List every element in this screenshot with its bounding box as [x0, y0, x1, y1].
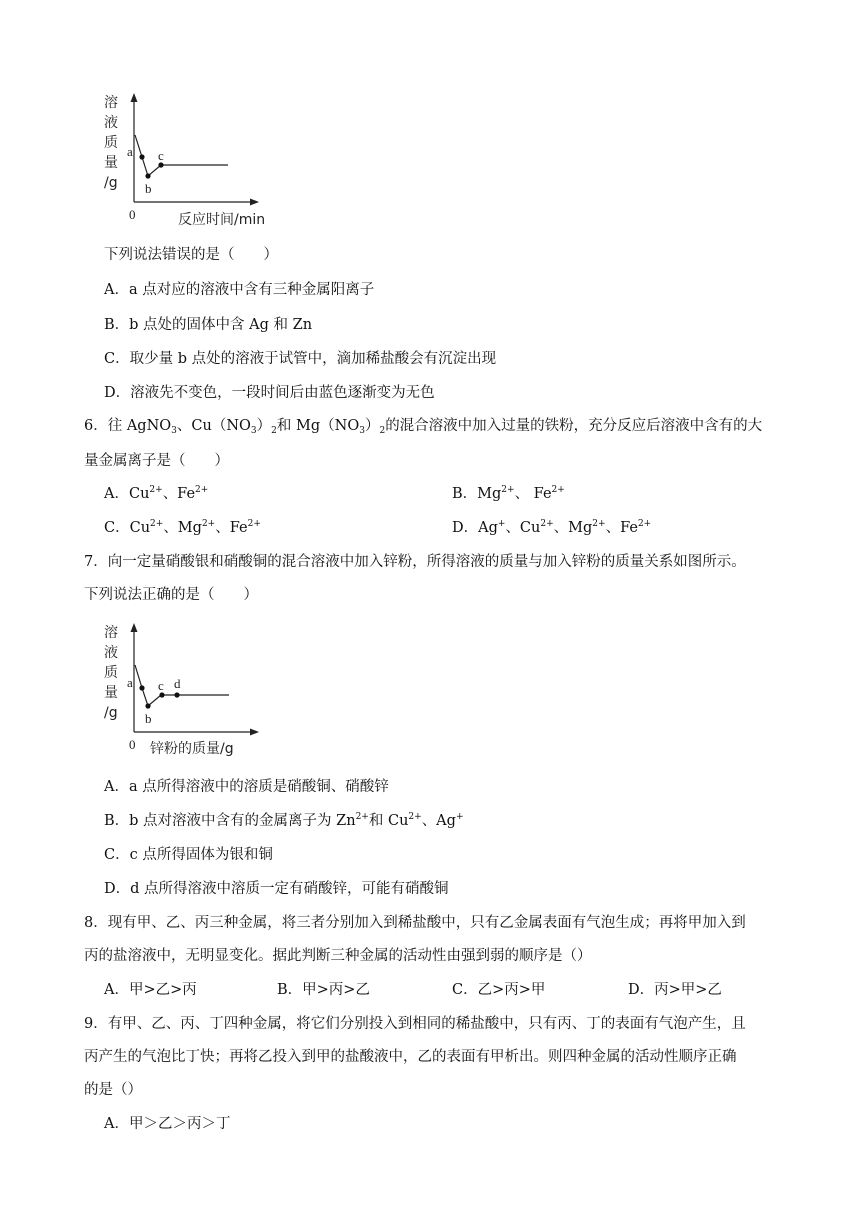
q6-option-a	[104, 484, 208, 504]
fig1-label-b: b	[145, 181, 152, 196]
q7-option-d: D．d 点所得溶液中溶质一定有硝酸锌，可能有硝酸铜	[104, 881, 449, 897]
q8-stem-line1: 8．现有甲、乙、丙三种金属，将三者分别加入到稀盐酸中，只有乙金属表面有气泡生成；再将甲加入到	[84, 915, 746, 931]
fig2-point-c	[159, 692, 164, 697]
q6-sup: 2+	[201, 519, 216, 529]
q6-text: C．Cu	[104, 520, 151, 536]
fig2-ylabel-3: 质	[104, 665, 118, 681]
q6-sup: 2+	[501, 485, 515, 495]
q8-option-a: A．甲>乙>丙	[104, 982, 197, 998]
fig1-ylabel-2: 液	[104, 115, 118, 131]
fig2-label-b: b	[145, 711, 152, 726]
fig1-origin: 0	[129, 207, 136, 222]
q6-stem-line1	[84, 416, 762, 436]
fig2-xlabel: 锌粉的质量/g	[150, 741, 234, 757]
q7-stem-line2: 下列说法正确的是（ ）	[84, 587, 258, 603]
q5-option-d: D．溶液先不变色，一段时间后由蓝色逐渐变为无色	[104, 385, 435, 401]
q6-sup: +	[497, 519, 506, 529]
q6-text: 、 Fe	[514, 486, 552, 502]
q6-text: ）	[364, 418, 380, 434]
q6-text: ）	[256, 418, 272, 434]
q6-sup: 2+	[551, 485, 565, 495]
q5-option-b: B．b 点处的固体中含 Ag 和 Zn	[104, 317, 313, 333]
q6-sup: 2+	[540, 519, 554, 529]
q6-sub: 3	[171, 426, 177, 436]
q6-text: 、Cu	[505, 520, 541, 536]
q6-text: 6．往 AgNO	[84, 418, 172, 434]
q6-text: B．Mg	[452, 486, 502, 502]
q6-option-d	[452, 518, 651, 538]
fig1-xlabel: 反应时间/min	[178, 212, 266, 228]
q9-stem-line1: 9．有甲、乙、丙、丁四种金属，将它们分别投入到相同的稀盐酸中，只有丙、丁的表面有气泡产生，且	[84, 1016, 746, 1032]
fig1-label-a: a	[127, 144, 133, 159]
q6-sup: 2+	[195, 485, 209, 495]
q7-option-b	[104, 811, 464, 831]
fig1-ylabel-5: /g	[104, 175, 118, 191]
fig1-point-c	[158, 162, 163, 167]
fig2-point-d	[174, 692, 179, 697]
q7-option-c: C．c 点所得固体为银和铜	[104, 847, 273, 863]
q6-sub: 3	[359, 426, 365, 436]
q8-option-b: B．甲>丙>乙	[277, 982, 370, 998]
fig1-x-arrow	[250, 199, 259, 206]
q5-stem: 下列说法错误的是（ ）	[104, 247, 278, 263]
fig1-curve	[135, 135, 228, 176]
fig1-ylabel-4: 量	[104, 155, 118, 171]
q6-text: 、Fe	[162, 486, 196, 502]
q6-sub: 2	[271, 426, 277, 436]
figure-solution-mass-vs-zinc	[98, 620, 278, 760]
fig2-y-arrow	[131, 623, 138, 632]
q7-option-a: A．a 点所得溶液中的溶质是硝酸铜、硝酸锌	[104, 779, 389, 795]
fig2-curve	[135, 665, 229, 706]
fig2-point-b	[145, 703, 150, 708]
q8-option-c: C．乙>丙>甲	[452, 982, 546, 998]
q6-stem-line2: 量金属离子是（ ）	[84, 453, 229, 469]
q7-sup: 2+	[408, 812, 422, 822]
q6-sup: 2+	[637, 519, 652, 529]
q6-option-b	[452, 484, 565, 504]
q6-text: 的混合溶液中加入过量的铁粉，充分反应后溶液中含有的大	[385, 418, 763, 434]
fig1-ylabel-1: 溶	[104, 95, 118, 111]
q5-option-c: C．取少量 b 点处的溶液于试管中，滴加稀盐酸会有沉淀出现	[104, 351, 497, 367]
q8-stem-line2: 丙的盐溶液中，无明显变化。据此判断三种金属的活动性由强到弱的顺序是（）	[84, 948, 592, 964]
fig2-ylabel-1: 溶	[104, 625, 118, 641]
fig1-point-a	[139, 154, 144, 159]
q6-text: 、Fe	[605, 520, 638, 536]
fig2-ylabel-5: /g	[104, 705, 118, 721]
fig2-x-arrow	[250, 729, 259, 736]
fig2-label-c: c	[158, 678, 164, 693]
fig2-origin: 0	[129, 737, 136, 752]
q8-option-d: D．丙>甲>乙	[628, 982, 722, 998]
q9-option-a: A．甲＞乙＞丙＞丁	[104, 1116, 231, 1132]
fig1-label-c: c	[158, 148, 164, 163]
q6-option-c	[104, 518, 261, 538]
q6-sub: 2	[379, 426, 386, 436]
q7-text: 和 Cu	[368, 813, 409, 829]
fig2-label-a: a	[127, 675, 133, 690]
q7-sup: +	[455, 812, 464, 822]
q7-text: 、Ag	[421, 813, 456, 829]
q6-text: 、Cu（NO	[176, 418, 251, 434]
fig2-ylabel-4: 量	[104, 685, 118, 701]
q7-text: B．b 点对溶液中含有的金属离子为 Zn	[104, 813, 356, 829]
q6-sup: 2+	[150, 519, 164, 529]
q6-text: 、Mg	[553, 520, 593, 536]
fig1-y-arrow	[131, 93, 138, 102]
q9-stem-line3: 的是（）	[84, 1082, 142, 1098]
q9-stem-line2: 丙产生的气泡比丁快；再将乙投入到甲的盐酸液中，乙的表面有甲析出。则四种金属的活动性顺序正确	[84, 1049, 737, 1065]
q5-option-a: A．a 点对应的溶液中含有三种金属阳离子	[104, 282, 375, 298]
fig2-point-a	[139, 685, 144, 690]
q6-sub: 3	[250, 426, 257, 436]
q6-sup: 2+	[149, 485, 163, 495]
q6-text: D．Ag	[452, 520, 498, 536]
q7-stem-line1: 7．向一定量硝酸银和硝酸铜的混合溶液中加入锌粉，所得溶液的质量与加入锌粉的质量关系如图所示。	[84, 554, 746, 570]
q6-text: 、Fe	[215, 520, 248, 536]
fig2-label-d: d	[174, 676, 181, 691]
q6-text: 和 Mg（NO	[276, 418, 360, 434]
q6-text: 、Mg	[163, 520, 202, 536]
q7-sup: 2+	[355, 812, 369, 822]
q6-sup: 2+	[247, 519, 261, 529]
q6-sup: 2+	[592, 519, 606, 529]
fig2-ylabel-2: 液	[104, 645, 118, 661]
fig1-ylabel-3: 质	[104, 135, 118, 151]
q6-text: A．Cu	[104, 486, 150, 502]
fig1-point-b	[145, 173, 150, 178]
figure-solution-mass-vs-time	[98, 90, 278, 230]
